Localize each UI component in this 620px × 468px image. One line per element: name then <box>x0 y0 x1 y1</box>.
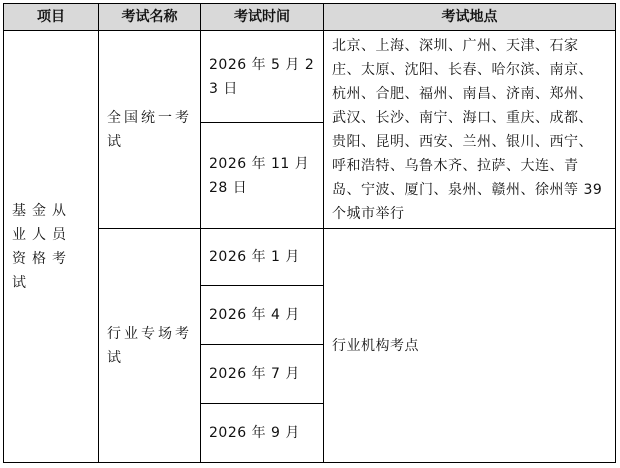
header-exam-location: 考试地点 <box>324 4 616 31</box>
header-exam-time: 考试时间 <box>201 4 324 31</box>
exam-date-cell: 2026 年 5 月 23 日 <box>201 31 324 123</box>
exam-date-cell: 2026 年 9 月 <box>201 404 324 463</box>
exam-date-cell: 2026 年 4 月 <box>201 286 324 345</box>
exam-date-cell: 2026 年 1 月 <box>201 229 324 286</box>
table-row <box>4 31 616 123</box>
exam-name-industry: 行业专场考试 <box>99 229 201 463</box>
exam-name-national: 全国统一考试 <box>99 31 201 229</box>
exam-location-national: 北京、上海、深圳、广州、天津、石家庄、太原、沈阳、长春、哈尔滨、南京、杭州、合肥、福州、南昌、济南、郑州、武汉、长沙、南宁、海口、重庆、成都、贵阳、昆明、西安、兰州、银川、西宁、呼和浩特、乌鲁木齐、拉萨、大连、青岛、宁波、厦门、泉州、赣州、徐州等 39 个城市举行 <box>324 31 616 229</box>
header-item: 项目 <box>4 4 99 31</box>
exam-schedule-wrapper <box>3 3 616 463</box>
item-cell: 基金从业人员资格考试 <box>4 31 99 463</box>
exam-date-cell: 2026 年 11 月 28 日 <box>201 123 324 229</box>
table-header-row <box>4 4 616 31</box>
exam-location-industry: 行业机构考点 <box>324 229 616 463</box>
exam-schedule-table <box>3 3 616 463</box>
header-exam-name: 考试名称 <box>99 4 201 31</box>
exam-date-cell: 2026 年 7 月 <box>201 345 324 404</box>
